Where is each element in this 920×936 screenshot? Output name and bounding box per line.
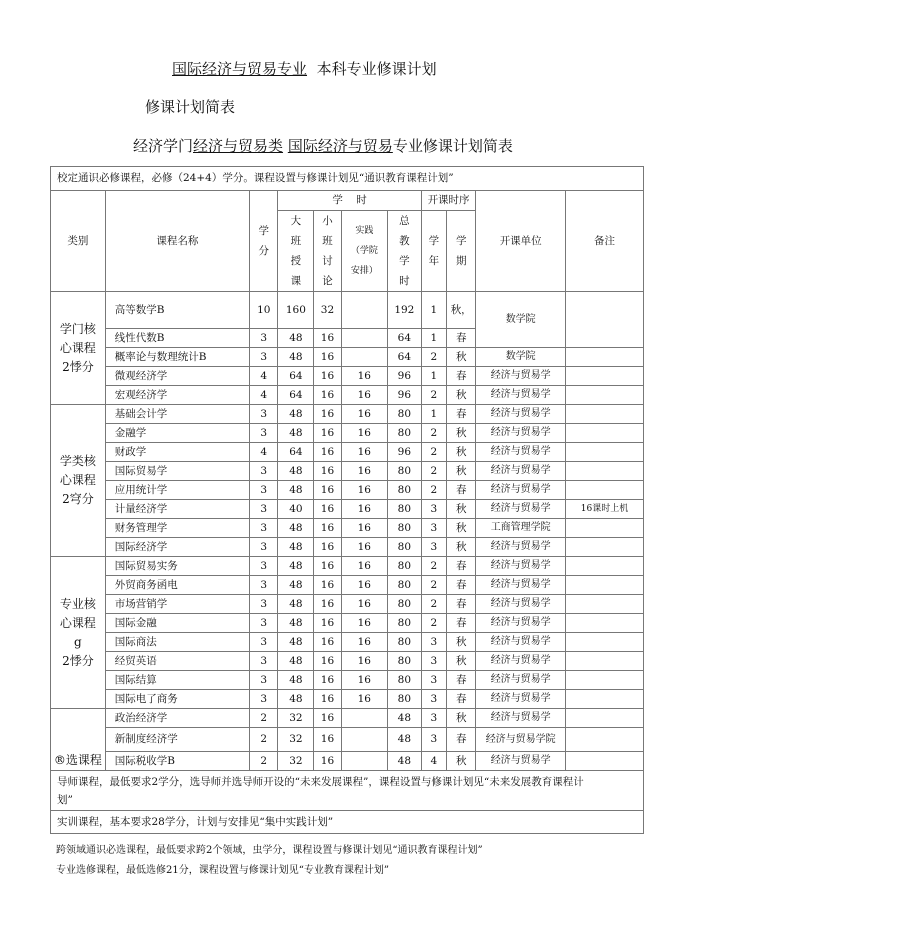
- lecture-hours: 48: [278, 329, 314, 348]
- course-row: [51, 386, 644, 405]
- practice-hours: 16: [341, 557, 387, 576]
- term-cell: 春: [446, 576, 475, 595]
- credit-cell: 4: [250, 386, 278, 405]
- course-name: 概率论与数理统计B: [105, 348, 249, 367]
- remark-cell: [565, 557, 643, 576]
- seminar-hours: 16: [314, 671, 341, 690]
- remark-cell: [565, 462, 643, 481]
- practice-hours: 16: [341, 652, 387, 671]
- remark-cell: [565, 576, 643, 595]
- credit-cell: 2: [250, 752, 278, 771]
- course-row: [51, 576, 644, 595]
- course-name: 经贸英语: [105, 652, 249, 671]
- seminar-hours: 16: [314, 538, 341, 557]
- credit-cell: 3: [250, 595, 278, 614]
- remark-cell: [565, 405, 643, 424]
- category-cell: 专业核 心课程 g 2悸分: [51, 557, 106, 709]
- total-hours: 80: [387, 405, 421, 424]
- practice-hours: [341, 292, 387, 329]
- unit-cell: 经济与贸易学: [476, 752, 566, 771]
- header-course-name: 课程名称: [105, 191, 249, 292]
- section-title: 修课计划简表: [145, 98, 236, 116]
- seminar-hours: 16: [314, 424, 341, 443]
- total-hours: 80: [387, 424, 421, 443]
- term-cell: 秋: [446, 424, 475, 443]
- term-cell: 春: [446, 595, 475, 614]
- remark-cell: [565, 519, 643, 538]
- lecture-hours: 48: [278, 671, 314, 690]
- seminar-hours: 16: [314, 633, 341, 652]
- seminar-hours: 16: [314, 752, 341, 771]
- course-row: [51, 367, 644, 386]
- discipline-class: 经济与贸易类: [193, 137, 284, 155]
- practice-hours: 16: [341, 405, 387, 424]
- year-cell: 2: [421, 557, 446, 576]
- practice-hours: 16: [341, 424, 387, 443]
- course-row: [51, 538, 644, 557]
- lecture-hours: 48: [278, 690, 314, 709]
- seminar-hours: 16: [314, 690, 341, 709]
- year-cell: 3: [421, 671, 446, 690]
- course-row: [51, 292, 644, 329]
- lecture-hours: 48: [278, 348, 314, 367]
- year-cell: 3: [421, 728, 446, 752]
- year-cell: 3: [421, 519, 446, 538]
- course-name: 应用统计学: [105, 481, 249, 500]
- term-cell: 秋: [446, 500, 475, 519]
- course-name: 国际金融: [105, 614, 249, 633]
- term-cell: 春: [446, 671, 475, 690]
- unit-cell: 经济与贸易学: [476, 652, 566, 671]
- unit-cell: 经济与贸易学: [476, 576, 566, 595]
- term-cell: 春: [446, 405, 475, 424]
- course-name: 国际商法: [105, 633, 249, 652]
- total-hours: 96: [387, 367, 421, 386]
- header-unit: 开课单位: [476, 191, 566, 292]
- year-cell: 2: [421, 614, 446, 633]
- total-hours: 80: [387, 614, 421, 633]
- lecture-hours: 160: [278, 292, 314, 329]
- remark-cell: [565, 538, 643, 557]
- credit-cell: 3: [250, 405, 278, 424]
- remark-cell: [565, 424, 643, 443]
- practice-hours: 16: [341, 538, 387, 557]
- seminar-hours: 16: [314, 614, 341, 633]
- year-cell: 2: [421, 576, 446, 595]
- course-row: [51, 690, 644, 709]
- total-hours: 80: [387, 595, 421, 614]
- term-cell: 春: [446, 614, 475, 633]
- unit-cell: 经济与贸易学: [476, 538, 566, 557]
- year-cell: 3: [421, 500, 446, 519]
- term-cell: 秋: [446, 538, 475, 557]
- remark-cell: [565, 292, 643, 348]
- unit-cell: 经济与贸易学: [476, 690, 566, 709]
- credit-cell: 2: [250, 728, 278, 752]
- total-hours: 96: [387, 443, 421, 462]
- total-hours: 80: [387, 690, 421, 709]
- header-term: 学 期: [446, 211, 475, 292]
- credit-cell: 3: [250, 671, 278, 690]
- course-row: [51, 443, 644, 462]
- remark-cell: [565, 652, 643, 671]
- practice-hours: [341, 709, 387, 728]
- course-name: 国际电了商务: [105, 690, 249, 709]
- practice-hours: [341, 348, 387, 367]
- course-row: [51, 709, 644, 728]
- course-row: [51, 500, 644, 519]
- seminar-hours: 32: [314, 292, 341, 329]
- unit-cell: 经济与贸易学: [476, 671, 566, 690]
- lecture-hours: 48: [278, 424, 314, 443]
- year-cell: 2: [421, 443, 446, 462]
- remark-cell: [565, 752, 643, 771]
- year-cell: 1: [421, 292, 446, 329]
- year-cell: 1: [421, 367, 446, 386]
- total-hours: 80: [387, 557, 421, 576]
- practice-hours: 16: [341, 614, 387, 633]
- course-name: 国际贸易实务: [105, 557, 249, 576]
- year-cell: 1: [421, 405, 446, 424]
- credit-cell: 3: [250, 424, 278, 443]
- course-row: [51, 671, 644, 690]
- practice-hours: [341, 728, 387, 752]
- credit-cell: 3: [250, 576, 278, 595]
- remark-cell: [565, 481, 643, 500]
- unit-cell: 经济与贸易学: [476, 614, 566, 633]
- year-cell: 2: [421, 348, 446, 367]
- lecture-hours: 48: [278, 652, 314, 671]
- total-hours: 80: [387, 519, 421, 538]
- practice-hours: 16: [341, 462, 387, 481]
- total-hours: 48: [387, 709, 421, 728]
- year-cell: 2: [421, 481, 446, 500]
- year-cell: 2: [421, 386, 446, 405]
- lecture-hours: 32: [278, 752, 314, 771]
- seminar-hours: 16: [314, 557, 341, 576]
- training-course-note: 实训课程，基本要求28学分，计划与安排见“集中实践计划”: [51, 811, 644, 834]
- practice-hours: 16: [341, 595, 387, 614]
- practice-hours: [341, 752, 387, 771]
- seminar-hours: 16: [314, 709, 341, 728]
- seminar-hours: 16: [314, 386, 341, 405]
- lecture-hours: 48: [278, 481, 314, 500]
- remark-cell: [565, 348, 643, 367]
- total-hours: 80: [387, 633, 421, 652]
- term-cell: 春: [446, 329, 475, 348]
- lecture-hours: 32: [278, 709, 314, 728]
- course-name: 国际经济学: [105, 538, 249, 557]
- total-hours: 48: [387, 752, 421, 771]
- year-cell: 3: [421, 709, 446, 728]
- total-hours: 80: [387, 576, 421, 595]
- credit-cell: 2: [250, 709, 278, 728]
- course-row: [51, 557, 644, 576]
- major-label: 国际经济与贸易: [287, 137, 393, 155]
- header-remarks: 备注: [565, 191, 643, 292]
- year-cell: 3: [421, 652, 446, 671]
- lecture-hours: 64: [278, 386, 314, 405]
- unit-cell: 数学院: [476, 348, 566, 367]
- credit-cell: 10: [250, 292, 278, 329]
- year-cell: 3: [421, 633, 446, 652]
- lecture-hours: 64: [278, 367, 314, 386]
- lecture-hours: 48: [278, 462, 314, 481]
- category-cell: 学门核 心课程 2悸分: [51, 292, 106, 405]
- year-cell: 3: [421, 538, 446, 557]
- course-name: 财政学: [105, 443, 249, 462]
- year-cell: 2: [421, 424, 446, 443]
- unit-cell: 经济与贸易学: [476, 405, 566, 424]
- remark-cell: [565, 595, 643, 614]
- course-row: [51, 424, 644, 443]
- term-cell: 秋: [446, 462, 475, 481]
- credit-cell: 4: [250, 443, 278, 462]
- course-row: [51, 595, 644, 614]
- unit-cell: 经济与贸易学: [476, 462, 566, 481]
- course-row: [51, 633, 644, 652]
- unit-cell: 经济与贸易学: [476, 424, 566, 443]
- practice-hours: 16: [341, 519, 387, 538]
- total-hours: 96: [387, 386, 421, 405]
- term-cell: 秋: [446, 709, 475, 728]
- unit-cell: 经济与贸易学: [476, 367, 566, 386]
- total-hours: 64: [387, 329, 421, 348]
- unit-cell: 经济与贸易学: [476, 595, 566, 614]
- unit-cell: 经济与贸易学: [476, 557, 566, 576]
- header-total-hours: 总 教 学 时: [387, 211, 421, 292]
- course-row: [51, 728, 644, 752]
- credit-cell: 3: [250, 500, 278, 519]
- unit-cell: 经济与贸易学: [476, 500, 566, 519]
- year-cell: 4: [421, 752, 446, 771]
- total-hours: 80: [387, 538, 421, 557]
- lecture-hours: 48: [278, 576, 314, 595]
- remark-cell: [565, 367, 643, 386]
- total-hours: 80: [387, 652, 421, 671]
- lecture-hours: 40: [278, 500, 314, 519]
- lecture-hours: 48: [278, 595, 314, 614]
- category-cell: ®选课程: [51, 709, 106, 771]
- practice-hours: 16: [341, 481, 387, 500]
- term-cell: 春: [446, 481, 475, 500]
- remark-cell: [565, 728, 643, 752]
- term-cell: 秋: [446, 519, 475, 538]
- header-seminar: 小 班 讨 论: [314, 211, 341, 292]
- year-cell: 2: [421, 462, 446, 481]
- course-row: [51, 348, 644, 367]
- lecture-hours: 48: [278, 557, 314, 576]
- course-name: 政治经济学: [105, 709, 249, 728]
- credit-cell: 3: [250, 462, 278, 481]
- course-name: 国际贸易学: [105, 462, 249, 481]
- practice-hours: [341, 329, 387, 348]
- course-row: [51, 652, 644, 671]
- remark-cell: [565, 633, 643, 652]
- practice-hours: 16: [341, 576, 387, 595]
- credit-cell: 3: [250, 690, 278, 709]
- remark-cell: [565, 709, 643, 728]
- seminar-hours: 16: [314, 595, 341, 614]
- term-cell: 秋: [446, 752, 475, 771]
- header-credits: 学 分: [250, 191, 278, 292]
- unit-cell: 经济与贸易学: [476, 481, 566, 500]
- term-cell: 春: [446, 690, 475, 709]
- term-cell: 秋: [446, 633, 475, 652]
- course-row: [51, 405, 644, 424]
- lecture-hours: 48: [278, 519, 314, 538]
- course-name: 新制度经济学: [105, 728, 249, 752]
- major-name: 国际经济与贸易专业: [172, 60, 308, 78]
- lecture-hours: 48: [278, 614, 314, 633]
- seminar-hours: 16: [314, 728, 341, 752]
- total-hours: 48: [387, 728, 421, 752]
- unit-cell: 经济与贸易学: [476, 386, 566, 405]
- lecture-hours: 64: [278, 443, 314, 462]
- practice-hours: 16: [341, 690, 387, 709]
- credit-cell: 4: [250, 367, 278, 386]
- general-required-note: 校定通识必修课程，必修（24+4）学分。课程设置与修课计划见“通识教育课程计划”: [51, 167, 644, 191]
- unit-cell: 经济与贸易学院: [476, 728, 566, 752]
- seminar-hours: 16: [314, 348, 341, 367]
- course-name: 市场营销学: [105, 595, 249, 614]
- unit-cell: 经济与贸易学: [476, 709, 566, 728]
- header-practice: 实践 （学院 安排）: [341, 211, 387, 292]
- tutor-course-note: 导师课程，最低要求2学分，选导师并选导师开设的“未来发展课程”，课程设置与修课计划见“未来发展教育课程计划”: [51, 771, 644, 811]
- credit-cell: 3: [250, 652, 278, 671]
- term-cell: 春: [446, 367, 475, 386]
- seminar-hours: 16: [314, 500, 341, 519]
- total-hours: 192: [387, 292, 421, 329]
- total-hours: 80: [387, 481, 421, 500]
- course-row: [51, 519, 644, 538]
- remark-cell: [565, 443, 643, 462]
- total-hours: 64: [387, 348, 421, 367]
- seminar-hours: 16: [314, 329, 341, 348]
- plan-title: [172, 58, 437, 79]
- credit-cell: 3: [250, 633, 278, 652]
- header-schedule-group: 开课时序: [421, 191, 476, 211]
- credit-cell: 3: [250, 481, 278, 500]
- course-name: 国际税收学B: [105, 752, 249, 771]
- remark-cell: 16课时上机: [565, 500, 643, 519]
- course-name: 高等数学B: [105, 292, 249, 329]
- discipline-label: 经济学门: [133, 137, 194, 155]
- practice-hours: 16: [341, 500, 387, 519]
- unit-cell: 数学院: [476, 292, 566, 348]
- total-hours: 80: [387, 671, 421, 690]
- term-cell: 秋: [446, 348, 475, 367]
- term-cell: 秋，: [446, 292, 475, 329]
- credit-cell: 3: [250, 348, 278, 367]
- term-cell: 秋: [446, 443, 475, 462]
- term-cell: 秋: [446, 652, 475, 671]
- term-cell: 秋: [446, 386, 475, 405]
- seminar-hours: 16: [314, 519, 341, 538]
- course-name: 财务管理学: [105, 519, 249, 538]
- lecture-hours: 48: [278, 405, 314, 424]
- term-cell: 春: [446, 557, 475, 576]
- plan-title-suffix: 本科专业修课计划: [316, 60, 437, 78]
- table-title-suffix: 专业修课计划简表: [392, 137, 513, 155]
- practice-hours: 16: [341, 367, 387, 386]
- course-name: 微观经济学: [105, 367, 249, 386]
- course-name: 外贸商务函电: [105, 576, 249, 595]
- seminar-hours: 16: [314, 481, 341, 500]
- course-name: 国际结算: [105, 671, 249, 690]
- practice-hours: 16: [341, 633, 387, 652]
- header-hours-group: 学 时: [278, 191, 421, 211]
- credit-cell: 3: [250, 519, 278, 538]
- year-cell: 2: [421, 595, 446, 614]
- course-name: 计量经济学: [105, 500, 249, 519]
- total-hours: 80: [387, 462, 421, 481]
- unit-cell: 工商管理学院: [476, 519, 566, 538]
- remark-cell: [565, 690, 643, 709]
- practice-hours: 16: [341, 386, 387, 405]
- credit-cell: 3: [250, 614, 278, 633]
- lecture-hours: 48: [278, 633, 314, 652]
- category-cell: 学类核 心课程 2穹分: [51, 405, 106, 557]
- cross-domain-note: 跨领域通识必选课程，最低要求跨2个领域，虫学分，课程设置与修课计划见“通识教育课程计划”: [56, 845, 483, 856]
- elective-note: 专业选修课程，最低选修21分，课程设置与修课计划见“专业教育课程计划”: [56, 865, 389, 876]
- header-category: 类别: [51, 191, 106, 292]
- credit-cell: 3: [250, 557, 278, 576]
- unit-cell: 经济与贸易学: [476, 633, 566, 652]
- seminar-hours: 16: [314, 443, 341, 462]
- remark-cell: [565, 386, 643, 405]
- credit-cell: 3: [250, 538, 278, 557]
- course-row: [51, 614, 644, 633]
- lecture-hours: 32: [278, 728, 314, 752]
- year-cell: 3: [421, 690, 446, 709]
- course-name: 线性代数B: [105, 329, 249, 348]
- course-name: 基础会计学: [105, 405, 249, 424]
- remark-cell: [565, 671, 643, 690]
- seminar-hours: 16: [314, 652, 341, 671]
- lecture-hours: 48: [278, 538, 314, 557]
- header-lecture: 大 班 授 课: [278, 211, 314, 292]
- course-row: [51, 462, 644, 481]
- term-cell: 春: [446, 728, 475, 752]
- credit-cell: 3: [250, 329, 278, 348]
- header-year: 学 年: [421, 211, 446, 292]
- course-row: [51, 752, 644, 771]
- course-name: 宏观经济学: [105, 386, 249, 405]
- year-cell: 1: [421, 329, 446, 348]
- course-name: 金融学: [105, 424, 249, 443]
- practice-hours: 16: [341, 671, 387, 690]
- seminar-hours: 16: [314, 405, 341, 424]
- remark-cell: [565, 614, 643, 633]
- course-row: [51, 481, 644, 500]
- seminar-hours: 16: [314, 462, 341, 481]
- practice-hours: 16: [341, 443, 387, 462]
- unit-cell: 经济与贸易学: [476, 443, 566, 462]
- total-hours: 80: [387, 500, 421, 519]
- course-plan-table: [50, 166, 644, 834]
- seminar-hours: 16: [314, 576, 341, 595]
- table-title: [133, 135, 513, 156]
- seminar-hours: 16: [314, 367, 341, 386]
